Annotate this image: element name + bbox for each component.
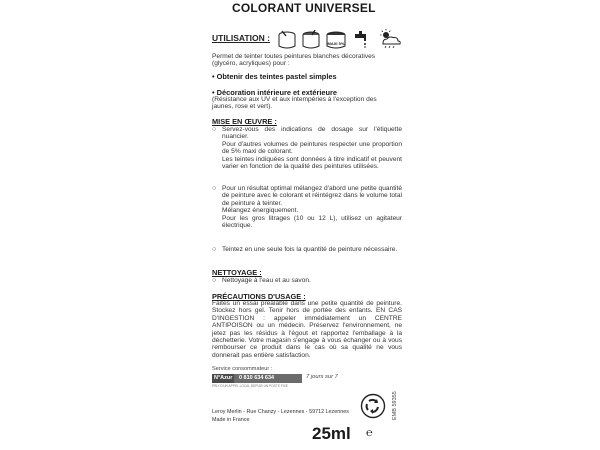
product-label — [204, 0, 404, 450]
product-title: COLORANT UNIVERSEL — [232, 1, 376, 15]
paint-can-maxi-icon — [325, 30, 347, 50]
made-in: Made in France — [212, 417, 250, 423]
volume: 25ml — [312, 424, 351, 443]
cleaning-text: Nettoyage à l'eau et au savon. — [222, 277, 311, 284]
application-text: Les teintes indiquées sont données à titre indicatif et peuvent varier en fonction de la qualité des peintures utilisées. — [222, 155, 402, 171]
application-text: Pour les gros litrages (10 ou 12 L), utilisez un agitateur électrique. — [222, 214, 402, 230]
estimated-sign: ℮ — [366, 427, 373, 439]
application-heading: MISE EN ŒUVRE : — [212, 117, 277, 126]
application-item-3 — [212, 246, 402, 253]
tap-icon — [353, 30, 373, 50]
bullet-mark: • — [212, 88, 215, 97]
hotline-fine-print: PRIX D'UN APPEL LOCAL DEPUIS UN POSTE FIXE — [212, 384, 288, 388]
emb-code: EMB 59355 — [392, 391, 398, 420]
application-text: Mélangez énergiquement. — [222, 207, 299, 215]
paint-can-icon — [301, 30, 321, 50]
application-text: Pour un résultat optimal mélangez d'abord une petite quantité de peinture avec le colorant et réintégrez dans le volume total de peinture à teinter. — [222, 185, 402, 207]
cloud-sun-icon — [377, 28, 403, 50]
bullet-text: Obtenir des teintes pastel simples — [216, 72, 337, 81]
recycle-icon — [360, 393, 386, 419]
paint-can-icon — [277, 30, 297, 50]
circle-bullet-icon: ○ — [212, 277, 217, 284]
azur-tag: N°Azur — [214, 375, 233, 381]
application-text: Pour d'autres volumes de peintures respecter une proportion de 5% maxi de colorant. — [222, 140, 402, 156]
precautions-heading: PRÉCAUTIONS D'USAGE : — [212, 292, 306, 301]
usage-intro: Permet de teinter toutes peintures blanches décoratives (glycéro, acryliques) pour : — [212, 53, 376, 68]
cleaning-item — [212, 277, 402, 284]
hotline-days: 7 jours sur 7 — [306, 374, 338, 380]
bullet-mark: • — [212, 72, 215, 81]
company-address: Leroy Merlin - Rue Chanzy - Lezennes - 59712 Lezennes — [212, 409, 349, 415]
application-item-2 — [212, 185, 402, 229]
bullet-pastel — [212, 72, 402, 81]
service-label: Service consommateur : — [212, 366, 273, 372]
application-text: Teintez en une seule fois la quantité de peinture nécessaire. — [222, 246, 398, 253]
circle-bullet-icon: ○ — [212, 246, 217, 253]
usage-heading: UTILISATION : — [212, 33, 270, 43]
hotline-box — [212, 374, 302, 383]
usage-row — [212, 28, 402, 52]
application-item-1 — [212, 126, 402, 170]
bullet-text: Décoration intérieure et extérieure — [216, 88, 338, 97]
resistance-note: (Résistance aux UV et aux intempéries à l'exception des jaunes, rose et vert). — [212, 96, 377, 111]
circle-bullet-icon: ○ — [212, 185, 217, 192]
circle-bullet-icon: ○ — [212, 126, 217, 133]
precautions-text: Faites un essai préalable dans une petite quantité de peinture. Stockez hors gel. Tenir hors de portée des enfants. EN CAS D'INGESTION : appeler immédiatement un CENTRE ANTIPOISON ou un médecin. Préservez l'environnement, ne jetez pas les résidus à l'égout et rapportez l'emballage à la déchetterie. Votre magasin s'engage à vous échanger ou à vous rembourser ce produit dans le cas où sa qualité ne vous donnerait pas entière satisfaction. — [212, 300, 402, 359]
application-text: Servez-vous des indications de dosage sur l'étiquette nuancier. — [222, 126, 402, 141]
hotline-number: 0 810 634 634 — [238, 375, 275, 381]
cleaning-heading: NETTOYAGE : — [212, 268, 262, 277]
maxi-label: MAXI 5% — [327, 41, 345, 46]
